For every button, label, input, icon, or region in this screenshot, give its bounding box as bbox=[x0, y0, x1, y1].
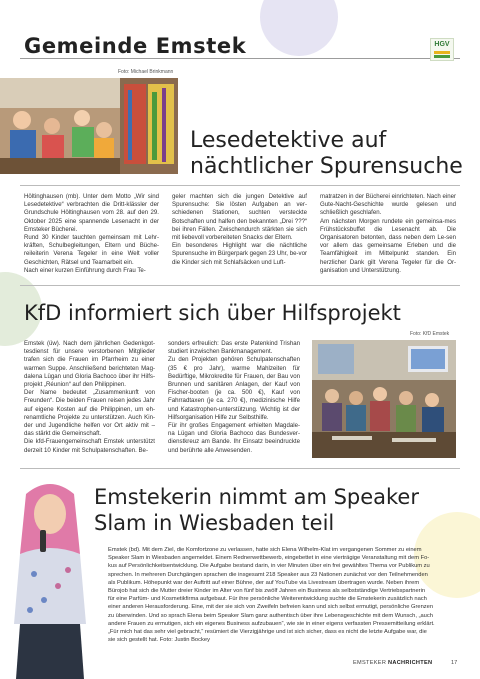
footer-label-prefix: EMSTEKER bbox=[353, 660, 387, 666]
paragraph: Rund 30 Kinder tauchten gemeinsam mit Lehr-kräften, Schulbegleitungen, Eltern und Büche-reileiterin Verena Tegeler in eine Welt voller Geschichten, Rätsel und Teamarbeit ein. bbox=[24, 234, 159, 266]
article-1-col-1 bbox=[24, 193, 159, 275]
footer-label-strong: NACHRICHTEN bbox=[388, 660, 433, 666]
paragraph: geler machten sich die jungen Detektive auf Spurensuche: Sie lösten Aufgaben an ver-schiedenen Stationen, suchten versteckte Botschaften und halfen den bekannten „Drei ???“ bei ihren Fällen. Zwischendurch stärkten sie sich mit liebevoll vorbereiteten Snacks der Eltern. bbox=[172, 193, 307, 242]
footer-publication bbox=[353, 660, 432, 666]
paragraph: Die kfd-Frauengemeinschaft Emstek unterstützt derzeit 10 Kinder mit Schulpatenschaften. Be- bbox=[24, 438, 155, 454]
body-line: als Publikum. Höhepunkt war der Auftritt auf einer Bühne, der auf YouTube via Livestream übertragen wurde. Neben ihrem bbox=[108, 579, 420, 586]
paragraph: Zu den Projekten gehören Schulpatenschaften (35 € pro Jahr), warme Mahlzeiten für Bedürftige, Mikrokredite für Frauen, der Bau von Brunnen und sanitären Anlagen, der Kauf von Fischer-booten (je ca. 500 €), Kauf von Fahrradtaxen (je ca. 270 €), medizinische Hilfe und Katastrophen-unterstützung. Wichtig ist der Hilfsorganisation Hilfe zur Selbsthilfe. bbox=[168, 356, 300, 421]
hgv-logo bbox=[430, 38, 454, 61]
article-2-col-2 bbox=[168, 340, 300, 455]
article-3-photo bbox=[0, 474, 100, 679]
paragraph: matratzen in der Bücherei einrichteten. Nach einer Gute-Nacht-Geschichte wurde gelesen und schließlich geschlafen. bbox=[320, 193, 456, 217]
body-line: andere Frauen zu ermutigen, sich ein eigenes Business aufzubauen“, wie sie in einer eigens verfassten Pressemitteilung erklärt. bbox=[108, 620, 435, 627]
body-line: „Für mich hat das sehr viel gebracht,“ resümiert die Vierzigjährige und ist sich sicher, dass es nicht die letzte Aufgabe war, die bbox=[108, 629, 427, 636]
paragraph: Der Name bedeutet „Zusammenkunft von Freunden“. Die beiden Frauen reisen jedes Jahr auf eigene Kosten auf die Philippinen, um eh-renamtliche Projekte zu unterstützen. Auch Kin-der und Jugendliche helfen vor Ort aktiv mit – das stärkt die Gemeinschaft. bbox=[24, 389, 155, 438]
photo-credit-1: Foto: Michael Brinkmann bbox=[118, 69, 174, 75]
body-line: sie sich gestellt hat. Foto: Justin Bockey bbox=[108, 637, 210, 644]
paragraph: Höltinghausen (mb). Unter dem Motto „Wir sind Lesedetektive“ verbrachten die Dritt-klässler der Grundschule Höltinghausen vom 28. auf den 29. Oktober 2025 eine spannende Lesenacht in der Emsteker Bücherei. bbox=[24, 193, 159, 233]
article-1-col-3 bbox=[320, 193, 456, 275]
body-line: kus auf Persönlichkeitsentwicklung. Die Aufgabe bestand darin, in vier Minuten über ein frei gewähltes Thema vor Publikum zu bbox=[108, 563, 430, 570]
children-reading-photo bbox=[0, 78, 178, 174]
body-line: sprechen. In mehreren Durchgängen sprachen die insgesamt 218 Speaker aus 23 Nationen zunächst vor den Teilnehmenden bbox=[108, 571, 428, 578]
body-line: zu überwinden. Und so sprach Elena beim Speaker Slam ganz authentisch über ihre Lebensgeschichte mit dem Wunsch, „auch bbox=[108, 612, 433, 619]
article-1-top-rule bbox=[20, 185, 460, 186]
hgv-logo-bar-green bbox=[434, 55, 450, 58]
paragraph: Ein besonderes Highlight war die nächtliche Spurensuche im Bürgerpark gegen 23 Uhr, be-vor die Kinder sich mit Schlafsäcken und Luft- bbox=[172, 242, 307, 266]
headline-line: Lesedetektive auf bbox=[190, 128, 387, 153]
photo-credit-2: Foto: KfD Emstek bbox=[410, 331, 450, 337]
body-line: Emstek (bd). Mit dem Ziel, die Komfortzone zu verlassen, hatte sich Elena Wilhelm-Klat im vergangenen Sommer zu einem bbox=[108, 547, 422, 553]
body-line: Speaker Slam in Wiesbaden angemeldet. Einem Rednerwettbewerb, eingebettet in eine vierträgige Veranstaltung mit dem Fo- bbox=[108, 555, 430, 562]
article-2-photo bbox=[312, 340, 456, 458]
article-3-top-rule bbox=[20, 468, 460, 469]
article-3-body bbox=[108, 546, 458, 644]
hgv-logo-text: HGV bbox=[434, 41, 450, 48]
paragraph: Emstek (üw). Nach dem jährlichen Gedenkgot-tesdienst für unsere verstorbenen Mitglieder trafen sich die Frauen im Pfarrheim zu einer warmen Suppe. Anschließend berichteten Mag-dalena Lügan und Gloria Bachoco über ihr Hilfs-projekt „Réunion“ auf den Philippinen. bbox=[24, 340, 155, 389]
headline-line: Slam in Wiesbaden teil bbox=[94, 511, 335, 535]
article-1-col-2 bbox=[172, 193, 307, 267]
body-line: für eine Parfüm- und Kosmetikfirma aufgebaut. Für ihre persönliche Weiterentwicklung suchte die Emstekerin zusätzlich nach bbox=[108, 596, 427, 603]
page-number: 17 bbox=[451, 660, 458, 666]
article-1-photo bbox=[0, 78, 178, 174]
body-line: einer anderen Herausforderung. Eine, mit der sie sich von Zweifeln befreien kann und sich selbst ermutigt, persönliche Grenzen bbox=[108, 604, 434, 611]
paragraph: Am nächsten Morgen rundete ein gemeinsa-mes Frühstücksbuffet die Lesenacht ab. Die Organisatoren betonten, dass neben dem Le-sen vor allem das gemeinsame Erleben und die Teamfähigkeit im Mittelpunkt standen. Ein herzlicher Dank gilt Verena Tegeler für die Or-ganisation und Unterstützung. bbox=[320, 217, 456, 274]
paragraph: Für ihr großes Engagement erhielten Magdale-na Lügan und Gloria Bachoco das Bundesver-dienstkreuz am Bande. Ihr Einsatz beeindruckte und berührte alle Anwesenden. bbox=[168, 422, 300, 454]
decorative-circle-lavender bbox=[260, 0, 338, 56]
paragraph: Nach einer kurzen Einführung durch Frau Te- bbox=[24, 266, 146, 274]
headline-line: Emstekerin nimmt am Speaker bbox=[94, 485, 419, 509]
article-3-headline bbox=[94, 484, 419, 536]
header-divider bbox=[20, 58, 460, 59]
paragraph: sonders erfreulich: Das erste Patenkind Trishan studiert inzwischen Bankmanagement. bbox=[168, 340, 300, 356]
section-title: Gemeinde Emstek bbox=[24, 34, 247, 58]
women-meeting-photo bbox=[312, 340, 456, 458]
body-line: Bürojob hat sich die Mutter dreier Kinder im Alter von fünf bis zwölf Jahren ein Business als selbstständige Vertriebspartnerin bbox=[108, 588, 426, 595]
speaker-photo bbox=[0, 474, 100, 679]
article-1-headline bbox=[190, 128, 463, 180]
article-2-col-1 bbox=[24, 340, 155, 455]
hgv-logo-bar-yellow bbox=[434, 51, 450, 54]
headline-line: nächtlicher Spurensuche bbox=[190, 154, 463, 179]
article-2-headline: KfD informiert sich über Hilfsprojekt bbox=[24, 301, 401, 325]
article-2-top-rule bbox=[20, 285, 460, 286]
